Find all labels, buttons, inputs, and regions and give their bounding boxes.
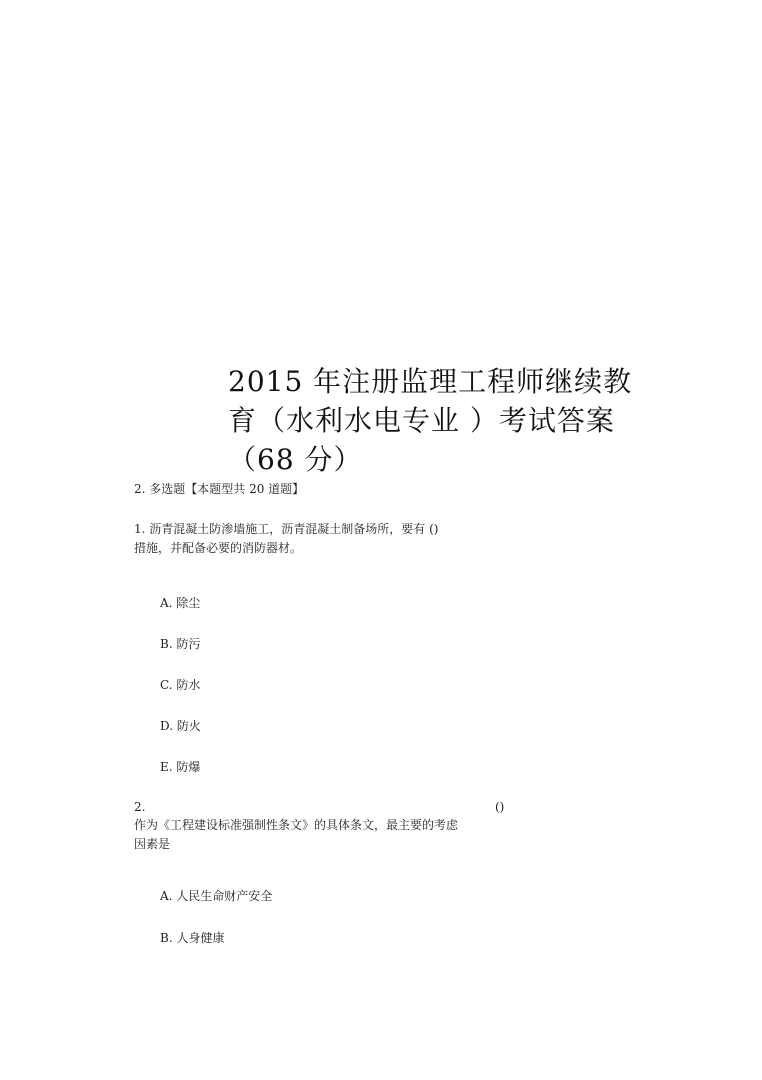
- question-2-number: 2.: [134, 800, 146, 814]
- question-2-option-b: B. 人身健康: [160, 931, 225, 945]
- title-line-3: （68 分）: [228, 443, 363, 476]
- question-1-option-a: A. 除尘: [160, 596, 201, 610]
- document-title: [228, 362, 633, 479]
- question-1-option-d: D. 防火: [160, 719, 201, 733]
- question-1-text-line-2: 措施，并配备必要的消防器材。: [134, 541, 303, 555]
- question-2-option-a: A. 人民生命财产安全: [160, 889, 273, 903]
- title-line-2: 育（水利水电专业 ）考试答案: [228, 404, 615, 437]
- question-2-text-line-1: 作为《工程建设标准强制性条文》的具体条文，最主要的考虑: [134, 818, 459, 832]
- question-1-option-e: E. 防爆: [160, 760, 201, 774]
- question-2-text-line-2: 因素是: [134, 837, 171, 851]
- question-2-answer-blank: (): [495, 800, 505, 814]
- section-heading: 2. 多选题【本题型共 20 道题】: [134, 482, 305, 496]
- question-1-option-b: B. 防污: [160, 637, 201, 651]
- question-1-text-line-1: 1. 沥青混凝土防渗墙施工，沥青混凝土制备场所，要有 (): [134, 522, 439, 536]
- question-1-option-c: C. 防水: [160, 678, 201, 692]
- title-line-1: 2015 年注册监理工程师继续教: [228, 365, 633, 398]
